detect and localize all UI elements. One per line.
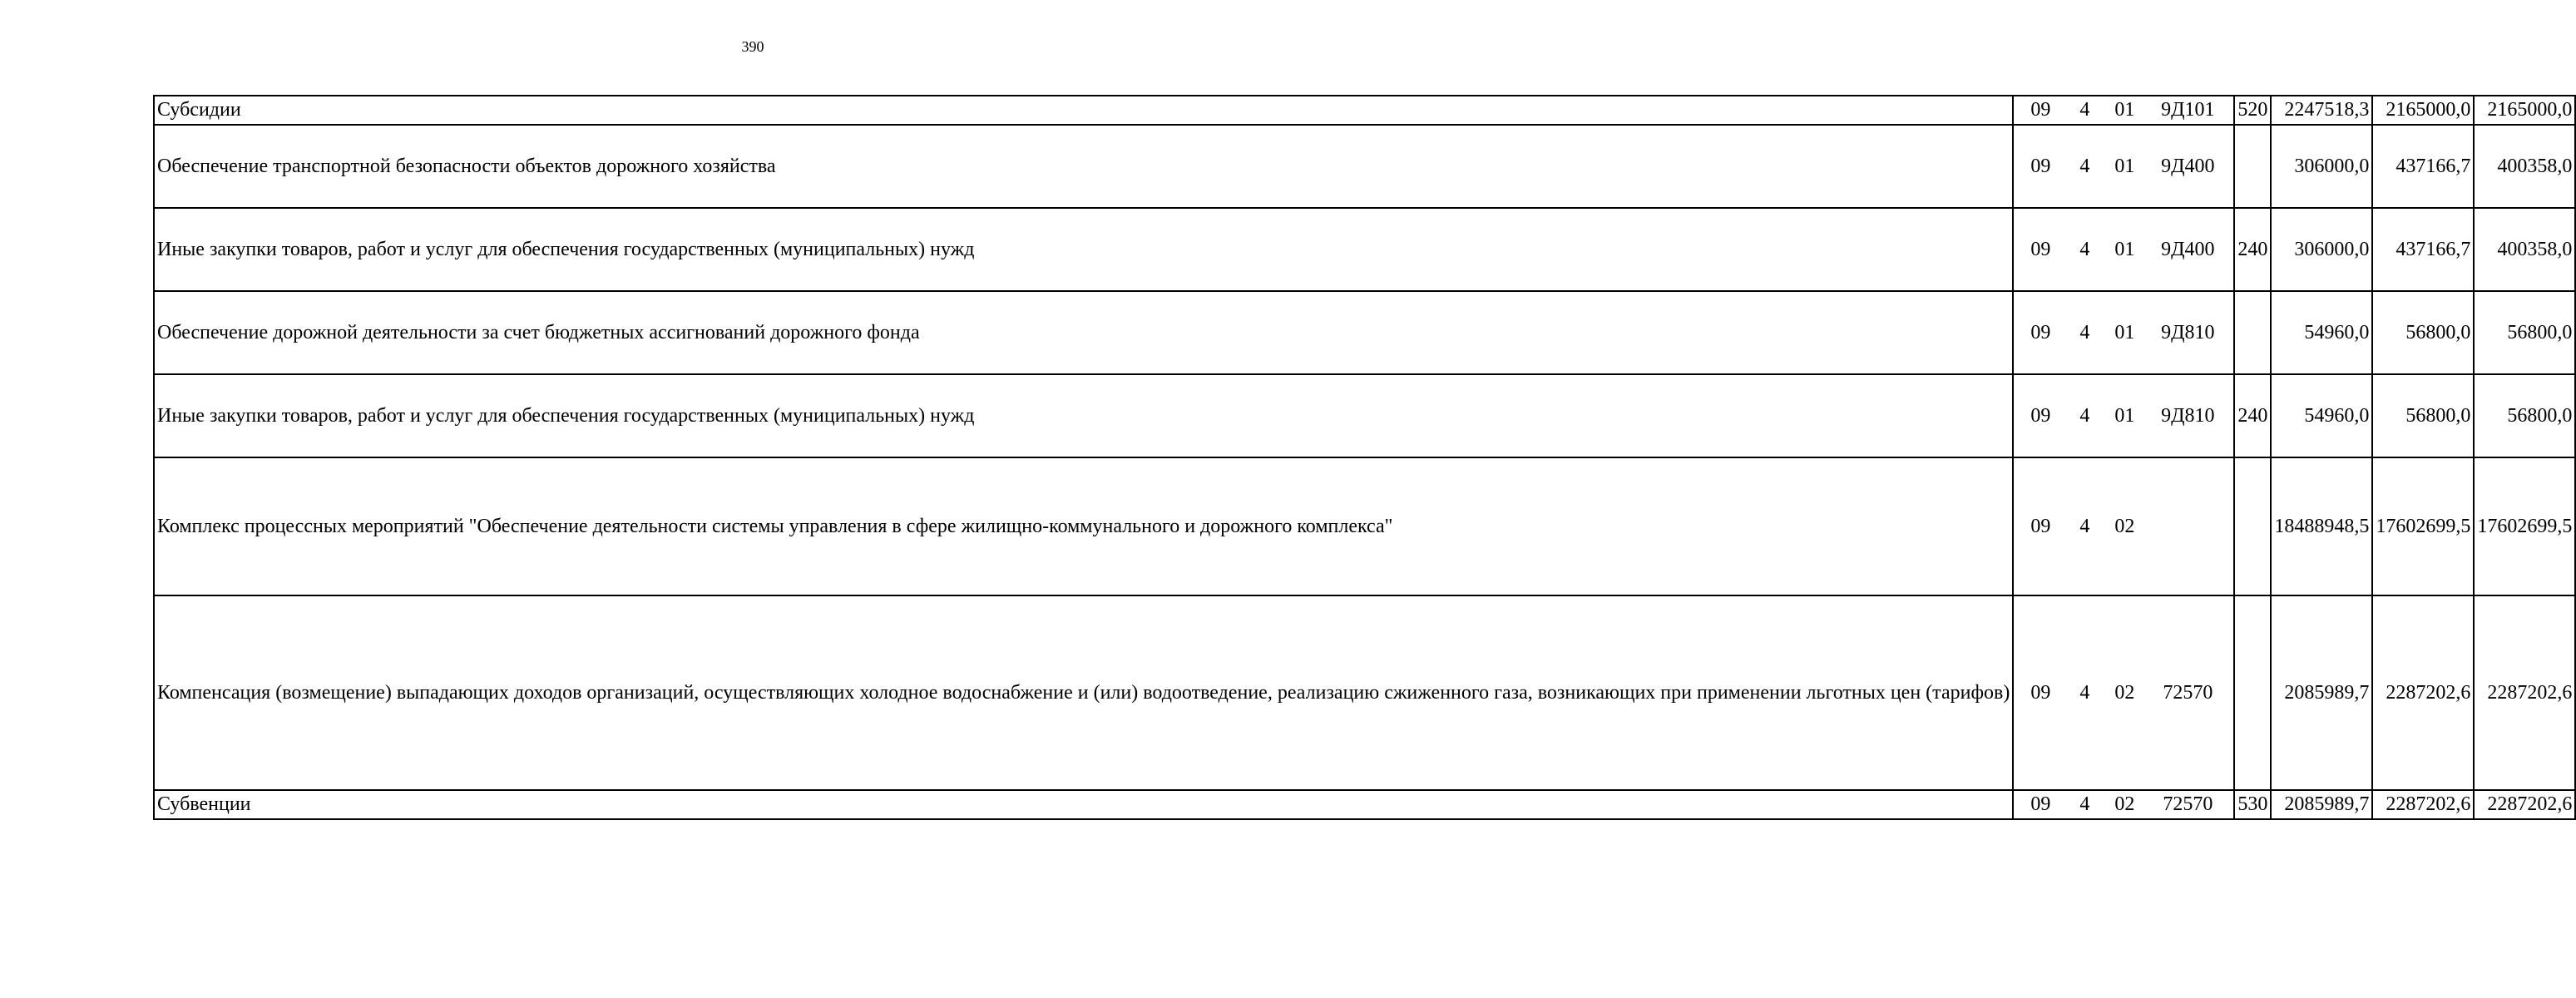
row-name: Компенсация (возмещение) выпадающих доходов организаций, осуществляющих холодное водоснабжение и (или) водоотведение, реализацию сжиженного газа, возникающих при применении льготных цен (тарифов) (154, 595, 2013, 790)
amount-year-3: 17602699,5 (2474, 457, 2575, 595)
expense-type-code: 240 (2234, 374, 2271, 457)
table-row (154, 125, 2575, 208)
subgroup-code: 01 (2114, 155, 2135, 177)
section-code: 09 (2030, 793, 2051, 815)
group-code: 4 (2079, 238, 2090, 260)
row-name: Иные закупки товаров, работ и услуг для обеспечения государственных (муниципальных) нужд (154, 208, 2013, 291)
target-code: 9Д810 (2161, 404, 2215, 427)
amount-year-2: 56800,0 (2372, 291, 2474, 374)
target-code: 9Д400 (2161, 155, 2215, 177)
row-codes (2013, 291, 2234, 374)
table-row (154, 374, 2575, 457)
amount-year-3: 2165000,0 (2474, 96, 2575, 125)
subgroup-code: 02 (2114, 681, 2135, 704)
row-name: Субсидии (154, 96, 2013, 125)
amount-year-3: 56800,0 (2474, 374, 2575, 457)
group-code: 4 (2079, 681, 2090, 704)
section-code: 09 (2030, 155, 2051, 177)
table-row (154, 208, 2575, 291)
amount-year-3: 2287202,6 (2474, 790, 2575, 819)
amount-year-1: 2247518,3 (2271, 96, 2372, 125)
row-name: Обеспечение транспортной безопасности объектов дорожного хозяйства (154, 125, 2013, 208)
row-codes (2013, 96, 2234, 125)
table-row (154, 790, 2575, 819)
expense-type-code: 530 (2234, 790, 2271, 819)
amount-year-3: 56800,0 (2474, 291, 2575, 374)
expense-type-code: 520 (2234, 96, 2271, 125)
group-code: 4 (2079, 321, 2090, 343)
row-codes (2013, 595, 2234, 790)
row-codes (2013, 457, 2234, 595)
row-codes (2013, 208, 2234, 291)
target-code: 9Д810 (2161, 321, 2215, 343)
amount-year-2: 17602699,5 (2372, 457, 2474, 595)
expense-type-code: 240 (2234, 208, 2271, 291)
section-code: 09 (2030, 238, 2051, 260)
row-codes (2013, 125, 2234, 208)
page-number: 390 (741, 38, 764, 55)
amount-year-1: 18488948,5 (2271, 457, 2372, 595)
group-code: 4 (2079, 793, 2090, 815)
subgroup-code: 02 (2114, 515, 2135, 537)
subgroup-code: 02 (2114, 793, 2135, 815)
group-code: 4 (2079, 515, 2090, 537)
amount-year-1: 54960,0 (2271, 374, 2372, 457)
table-row (154, 457, 2575, 595)
amount-year-1: 2085989,7 (2271, 790, 2372, 819)
budget-table (153, 95, 2576, 820)
amount-year-1: 54960,0 (2271, 291, 2372, 374)
target-code: 9Д101 (2161, 99, 2215, 121)
section-code: 09 (2030, 681, 2051, 704)
subgroup-code: 01 (2114, 238, 2135, 260)
subgroup-code: 01 (2114, 99, 2135, 121)
row-name: Субвенции (154, 790, 2013, 819)
row-name: Иные закупки товаров, работ и услуг для обеспечения государственных (муниципальных) нужд (154, 374, 2013, 457)
section-code: 09 (2030, 515, 2051, 537)
amount-year-2: 437166,7 (2372, 125, 2474, 208)
amount-year-1: 306000,0 (2271, 208, 2372, 291)
section-code: 09 (2030, 404, 2051, 427)
table-row (154, 96, 2575, 125)
expense-type-code (2234, 457, 2271, 595)
table-row (154, 291, 2575, 374)
subgroup-code: 01 (2114, 321, 2135, 343)
target-code: 72570 (2163, 681, 2213, 704)
row-name: Обеспечение дорожной деятельности за счет бюджетных ассигнований дорожного фонда (154, 291, 2013, 374)
amount-year-2: 437166,7 (2372, 208, 2474, 291)
row-codes (2013, 790, 2234, 819)
group-code: 4 (2079, 99, 2090, 121)
expense-type-code (2234, 595, 2271, 790)
section-code: 09 (2030, 99, 2051, 121)
row-codes (2013, 374, 2234, 457)
expense-type-code (2234, 125, 2271, 208)
amount-year-1: 2085989,7 (2271, 595, 2372, 790)
amount-year-1: 306000,0 (2271, 125, 2372, 208)
amount-year-2: 2287202,6 (2372, 790, 2474, 819)
subgroup-code: 01 (2114, 404, 2135, 427)
group-code: 4 (2079, 404, 2090, 427)
target-code: 72570 (2163, 793, 2213, 815)
group-code: 4 (2079, 155, 2090, 177)
amount-year-3: 400358,0 (2474, 208, 2575, 291)
target-code: 9Д400 (2161, 238, 2215, 260)
amount-year-2: 2287202,6 (2372, 595, 2474, 790)
budget-table-body (154, 96, 2575, 819)
amount-year-2: 2165000,0 (2372, 96, 2474, 125)
row-name: Комплекс процессных мероприятий "Обеспечение деятельности системы управления в сфере жилищно-коммунального и дорожного комплекса" (154, 457, 2013, 595)
section-code: 09 (2030, 321, 2051, 343)
amount-year-3: 400358,0 (2474, 125, 2575, 208)
table-row (154, 595, 2575, 790)
amount-year-2: 56800,0 (2372, 374, 2474, 457)
amount-year-3: 2287202,6 (2474, 595, 2575, 790)
expense-type-code (2234, 291, 2271, 374)
